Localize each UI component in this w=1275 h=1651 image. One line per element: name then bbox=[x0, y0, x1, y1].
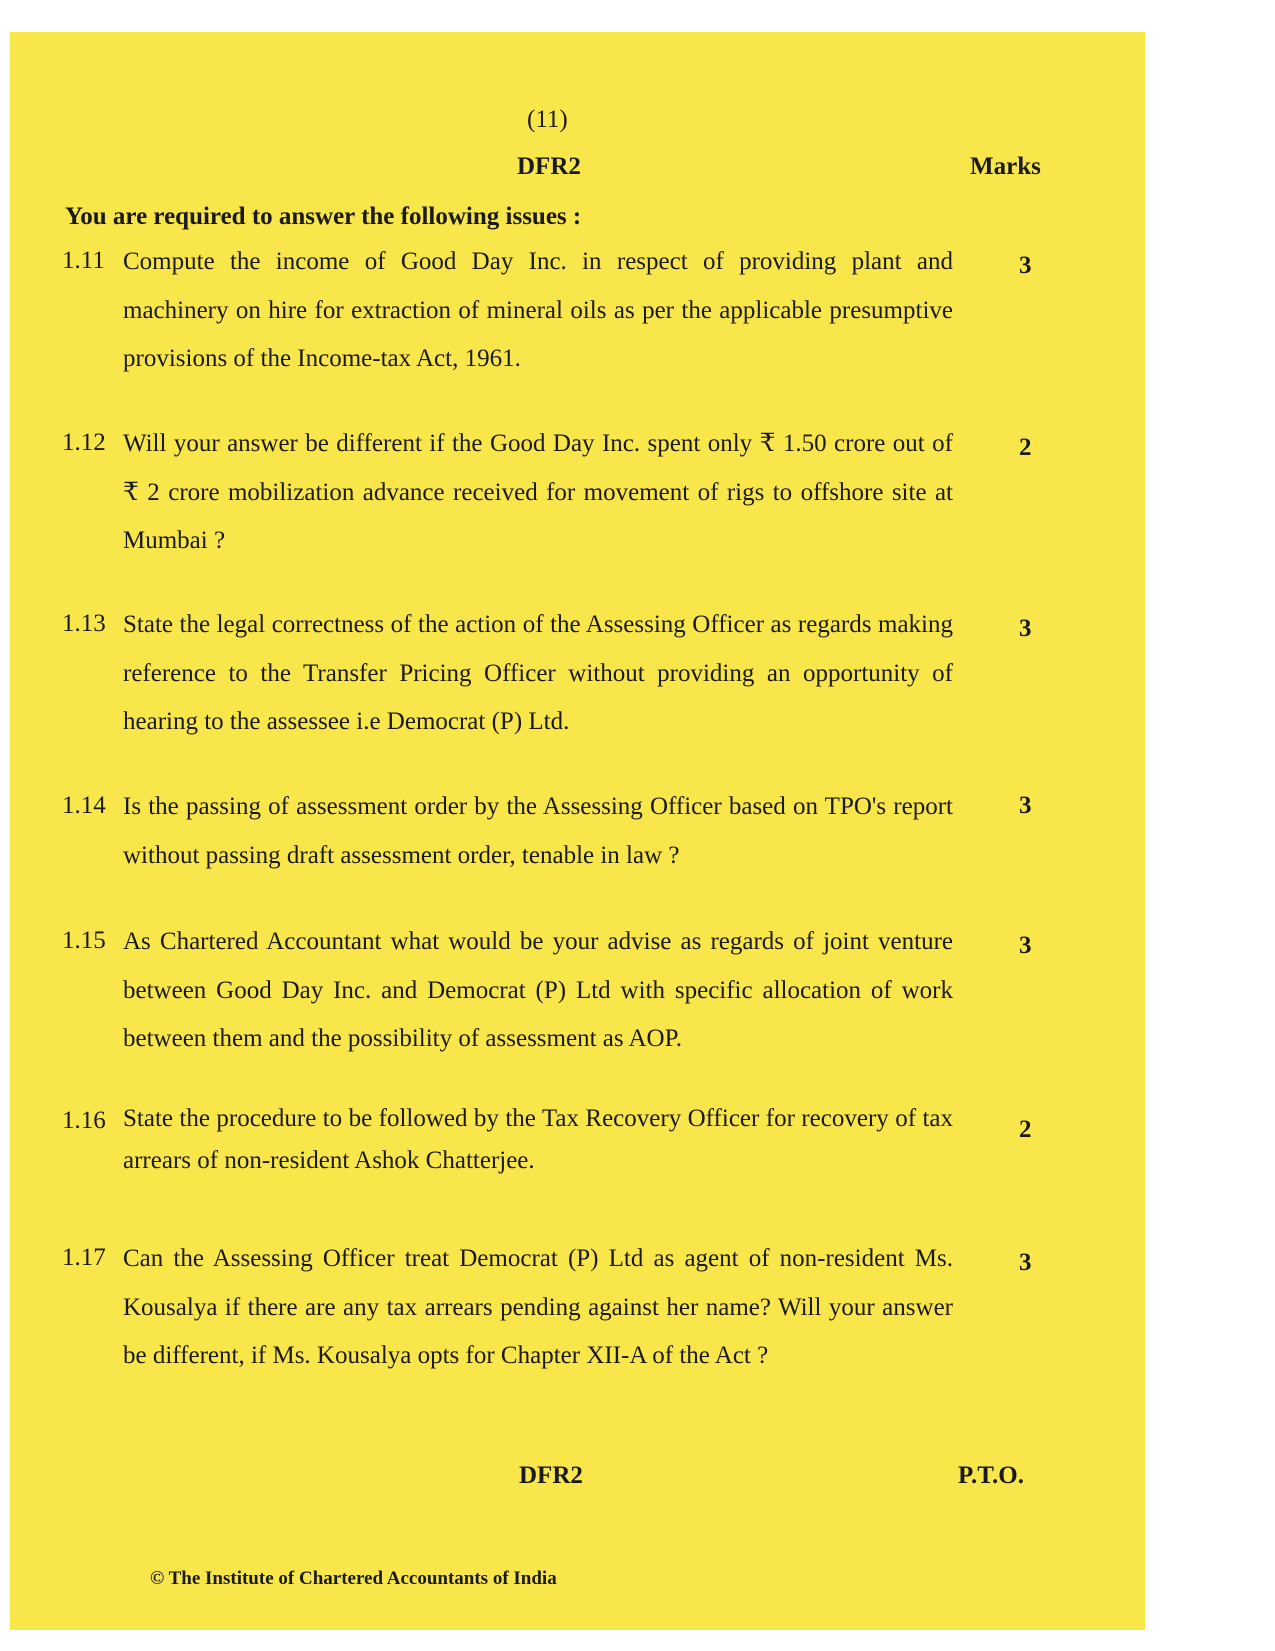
question-marks: 3 bbox=[1019, 615, 1032, 642]
page-turn-over: P.T.O. bbox=[958, 1462, 1024, 1489]
question-number: 1.16 bbox=[62, 1107, 106, 1134]
question-marks: 2 bbox=[1019, 1116, 1032, 1143]
question-text: State the legal correctness of the action of the Assessing Officer as regards making reference to the Transfer Pricing Officer without providing an opportunity of hearing to the assessee i.e Democrat (P) Ltd. bbox=[123, 611, 953, 735]
paper-code-header: DFR2 bbox=[517, 153, 581, 180]
question-number: 1.17 bbox=[62, 1244, 106, 1271]
question-text: Can the Assessing Officer treat Democrat (P) Ltd as agent of non-resident Ms. Kousalya if there are any tax arrears pending against her name? Will your answer be different, if Ms. Kousalya opts for Chapter XII-A of the Act ? bbox=[123, 1245, 953, 1369]
question-text: Is the passing of assessment order by the Assessing Officer based on TPO's report without passing draft assessment order, tenable in law ? bbox=[123, 793, 953, 869]
question-marks: 2 bbox=[1019, 434, 1032, 461]
page-number: (11) bbox=[527, 106, 568, 133]
question-marks: 3 bbox=[1019, 252, 1032, 279]
question-marks: 3 bbox=[1019, 932, 1032, 959]
question-text: Will your answer be different if the Good Day Inc. spent only ₹ 1.50 crore out of ₹ 2 crore mobilization advance received for movement of rigs to offshore site at Mumbai ? bbox=[123, 430, 953, 554]
question-number: 1.15 bbox=[62, 927, 106, 954]
question-text: Compute the income of Good Day Inc. in respect of providing plant and machinery on hire for extraction of mineral oils as per the applicable presumptive provisions of the Income-tax Act, 1961. bbox=[123, 248, 953, 372]
instruction-heading: You are required to answer the following issues : bbox=[65, 203, 582, 230]
question-marks: 3 bbox=[1019, 792, 1032, 819]
question-number: 1.11 bbox=[62, 247, 105, 274]
question-marks: 3 bbox=[1019, 1249, 1032, 1276]
question-number: 1.14 bbox=[62, 792, 106, 819]
marks-column-header: Marks bbox=[970, 153, 1041, 180]
question-number: 1.13 bbox=[62, 610, 106, 637]
paper-code-footer: DFR2 bbox=[519, 1462, 583, 1489]
copyright-notice: © The Institute of Chartered Accountants of India bbox=[150, 1568, 557, 1589]
question-text: As Chartered Accountant what would be your advise as regards of joint venture between Good Day Inc. and Democrat (P) Ltd with specific allocation of work between them and the possibility of assessment as AOP. bbox=[123, 928, 953, 1052]
question-text: State the procedure to be followed by the Tax Recovery Officer for recovery of tax arrears of non-resident Ashok Chatterjee. bbox=[123, 1105, 953, 1174]
question-number: 1.12 bbox=[62, 429, 106, 456]
